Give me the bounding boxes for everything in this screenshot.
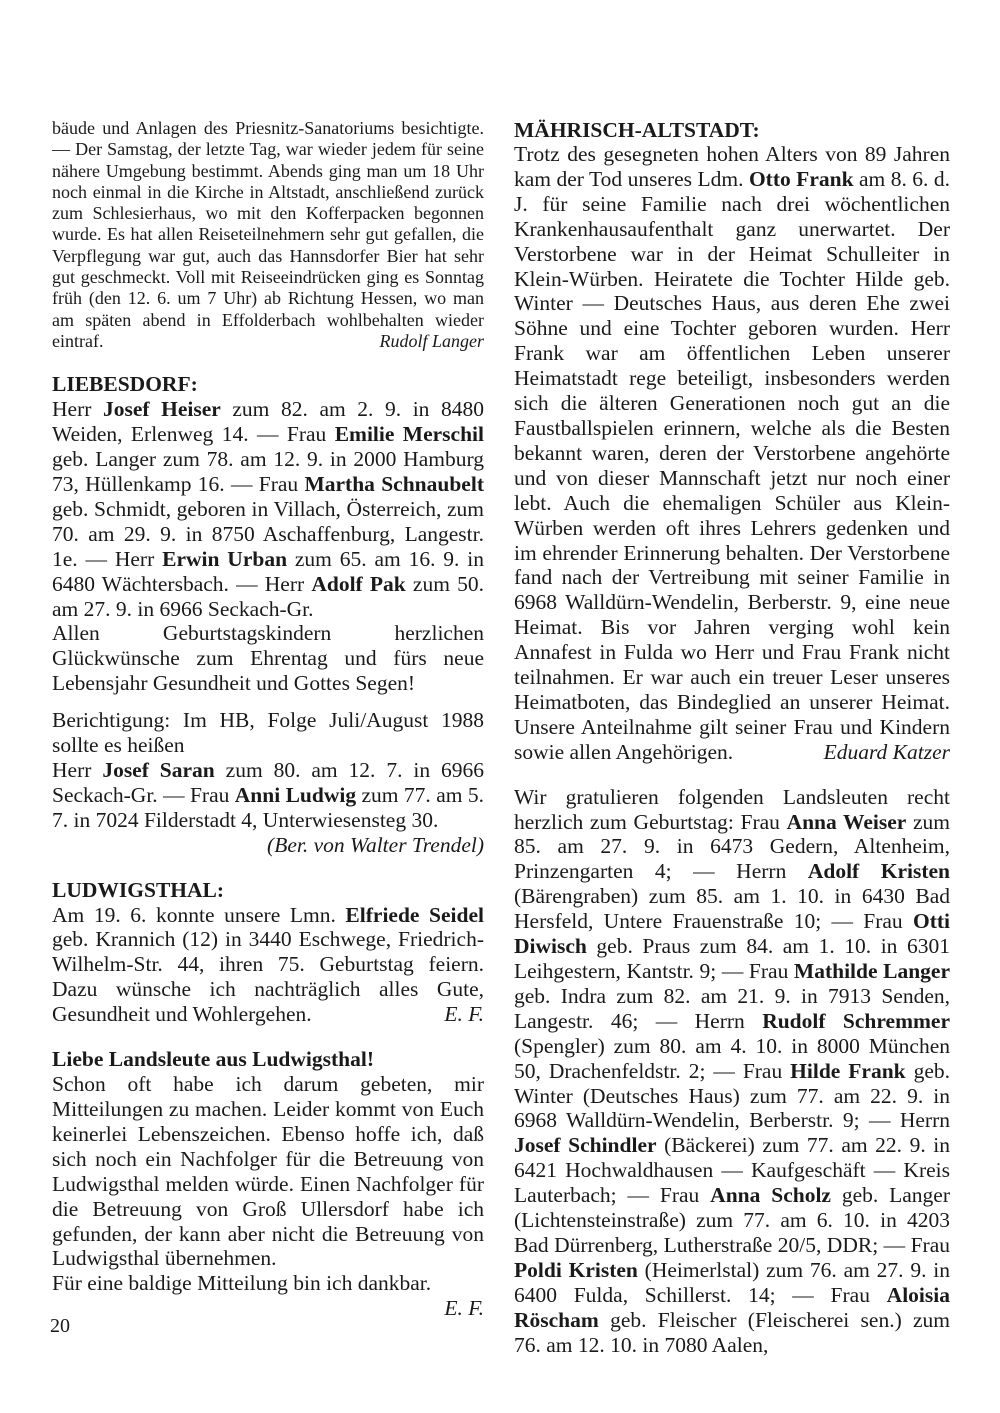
ludwigsthal-text: Am 19. 6. konnte unsere Lmn. Elfriede Seidel geb. Krannich (12) in 3440 Eschwege, Friedrich-Wilhelm-Str. 44, ihren 75. Geburtstag feiern. Dazu wünsche ich nachträglich alles Gute, Gesundheit und Wohlergehen. E. F.	[52, 902, 484, 1027]
letter-closing: Für eine baldige Mitteilung bin ich dankbar.	[52, 1271, 432, 1296]
heading-liebesdorf: LIEBESDORF:	[52, 372, 198, 397]
obituary-text: Trotz des gesegneten hohen Alters von 89 Jahren kam der Tod unseres Ldm. Otto Frank am 8. 6. d. J. für seine Familie nach drei wöchentlichen Krankenhausaufenthalt ganz unerwartet. Der Verstorbene war in der Heimat Schulleiter in Klein-Würben. Heiratete die Tochter Hilde geb. Winter — Deutsches Haus, aus deren Ehe zwei Söhne und eine Tochter geboren wurden. Herr Frank war am öffentlichen Leben unserer Heimatstadt rege beteiligt, insbesonders werden sich die älteren Generationen noch gut an die Faustballspielen erinnern, welche als die Besten bekannt waren, deren der Verstorbene angehörte und von dieser Mannschaft jetzt nur noch einer lebt. Auch die ehemaligen Schüler aus Klein-Würben werden oft ihres Lehrers gedenken und im ehrender Erinnerung behalten. Der Verstorbene fand nach der Vertreibung mit seiner Familie in 6968 Walldürn-Wendelin, Berberstr. 9, eine neue Heimat. Bis vor Jahren verging wohl kein Annafest in Fulda wo Herr und Frau Frank nicht teilnahmen. Er war auch ein treuer Leser unseres Heimatboten, das Bindeglied an unserer Heimat. Unsere Anteilnahme gilt seiner Frau und Kindern sowie allen Angehörigen. Eduard Katzer	[514, 142, 950, 764]
congratulations-text: Wir gratulieren folgenden Landsleuten recht herzlich zum Geburtstag: Frau Anna Weiser zum 85. am 27. 9. in 6473 Gedern, Altenheim, Prinzengarten 4; — Herrn Adolf Kristen (Bärengraben) zum 85. am 1. 10. in 6430 Bad Hersfeld, Untere Frauenstraße 10; — Frau Otti Diwisch geb. Praus zum 84. am 1. 10. in 6301 Leihgestern, Kantstr. 9; — Frau Mathilde Langer geb. Indra zum 82. am 21. 9. in 7913 Senden, Langestr. 46; — Herrn Rudolf Schremmer (Spengler) zum 80. am 4. 10. in 8000 München 50, Drachenfeldstr. 2; — Frau Hilde Frank geb. Winter (Deutsches Haus) zum 77. am 22. 9. in 6968 Walldürn-Wendelin, Berberstr. 9; — Herrn Josef Schindler (Bäckerei) zum 77. am 22. 9. in 6421 Hochwaldhausen — Kaufgeschäft — Kreis Lauterbach; — Frau Anna Scholz geb. Langer (Lichtensteinstraße) zum 77. am 6. 10. in 4203 Bad Dürrenberg, Lutherstraße 20/5, DDR; — Frau Poldi Kristen (Heimerlstal) zum 76. am 27. 9. in 6400 Fulda, Schillerst. 14; — Frau Aloisia Röscham geb. Fleischer (Fleischerei sen.) zum 76. am 12. 10. in 7080 Aalen,	[514, 784, 951, 1357]
correction-signature: (Ber. von Walter Trendel)	[267, 832, 484, 857]
heading-maehrisch-altstadt: MÄHRISCH-ALTSTADT:	[514, 118, 760, 142]
ludwigsthal-signature: E. F.	[444, 1002, 484, 1027]
heading-ludwigsthal: LUDWIGSTHAL:	[52, 877, 225, 902]
left-column	[52, 118, 484, 1321]
heading-letter: Liebe Landsleute aus Ludwigsthal!	[52, 1047, 374, 1072]
letter-body: Schon oft habe ich darum gebeten, mir Mitteilungen zu machen. Leider kommt von Euch keinerlei Lebenszeichen. Ebenso hoffe ich, daß sich noch ein Nachfolger für die Betreuung von Ludwigsthal melden würde. Einen Nachfolger für die Betreuung von Groß Ullersdorf habe ich gefunden, der kann aber nicht die Betreuung von Ludwigsthal übernehmen.	[52, 1072, 484, 1271]
correction-text: Herr Josef Saran zum 80. am 12. 7. in 6966 Seckach-Gr. — Frau Anni Ludwig zum 77. am 5. 7. in 7024 Filderstadt 4, Unterwiesensteg 30.	[52, 757, 484, 832]
obituary-signature: Eduard Katzer	[823, 739, 950, 764]
intro-signature: Rudolf Langer	[379, 330, 484, 351]
liebesdorf-wishes: Allen Geburtstagskindern herzlichen Glückwünsche zum Ehrentag und fürs neue Lebensjahr Gesundheit und Gottes Segen!	[52, 621, 484, 696]
correction-intro: Berichtigung: Im HB, Folge Juli/August 1988 sollte es heißen	[52, 708, 484, 758]
page-number: 20	[50, 1315, 70, 1337]
letter-signature: E. F.	[444, 1296, 484, 1321]
liebesdorf-birthdays: Herr Josef Heiser zum 82. am 2. 9. in 8480 Weiden, Erlenweg 14. — Frau Emilie Merschil geb. Langer zum 78. am 12. 9. in 2000 Hamburg 73, Hüllenkamp 16. — Frau Martha Schnaubelt geb. Schmidt, geboren in Villach, Österreich, zum 70. am 29. 9. in 8750 Aschaffenburg, Langestr. 1e. — Herr Erwin Urban zum 65. am 16. 9. in 6480 Wächtersbach. — Herr Adolf Pak zum 50. am 27. 9. in 6966 Seckach-Gr.	[52, 397, 484, 621]
intro-paragraph: bäude und Anlagen des Priesnitz-Sanatoriums besichtigte. — Der Samstag, der letzte Tag, war wieder jedem für seine nähere Umgebung bestimmt. Abends ging man um 18 Uhr noch einmal in die Kirche in Altstadt, anschließend zurück zum Schlesierhaus, wo mit den Kofferpacken begonnen wurde. Es hat allen Reiseteilnehmern sehr gut gefallen, die Verpflegung war gut, auch das Hannsdorfer Bier hat sehr gut geschmeckt. Voll mit Reiseeindrücken ging es Sonntag früh (den 12. 6. um 7 Uhr) ab Richtung Hessen, wo man am späten abend in Effolderbach wohlbehalten wieder eintraf. Rudolf Langer	[52, 118, 484, 351]
right-column	[514, 118, 950, 1358]
